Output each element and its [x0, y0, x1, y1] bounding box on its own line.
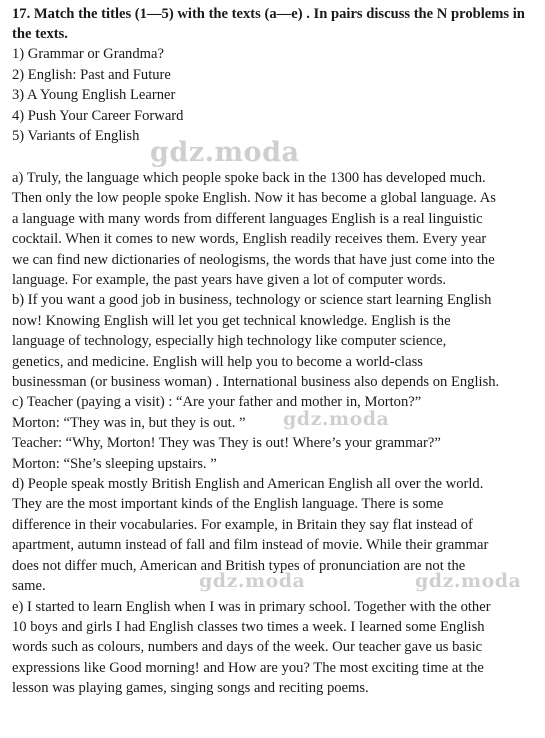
text-d-line: They are the most important kinds of the English language. There is some: [12, 496, 444, 513]
text-a: [12, 168, 540, 290]
title-item-1: 1) Grammar or Grandma?: [12, 46, 164, 62]
text-d: [12, 474, 540, 596]
title-item-4: 4) Push Your Career Forward: [12, 107, 184, 124]
watermark: gdz.moda: [150, 137, 300, 168]
text-d-line: difference in their vocabularies. For example, in Britain they say flat instead of: [12, 516, 473, 533]
watermark: gdz.moda: [199, 570, 306, 592]
text-e-line: e) I started to learn English when I was in primary school. Together with the other: [12, 598, 491, 615]
text-a-line: Then only the low people spoke English. Now it has become a global language. As: [12, 190, 496, 207]
text-d-line: apartment, autumn instead of fall and film instead of movie. While their grammar: [12, 537, 489, 554]
text-c-line: Teacher: “Why, Morton! They was They is out! Where’s your grammar?”: [12, 435, 441, 452]
text-c: [12, 392, 540, 474]
text-b-line: b) If you want a good job in business, technology or science start learning English: [12, 292, 492, 309]
title-item-5: 5) Variants of English: [12, 128, 140, 145]
text-a-line: language. For example, the past years have given a lot of computer words.: [12, 272, 447, 288]
text-d-line: same.: [12, 578, 46, 595]
text-e-line: 10 boys and girls I had English classes two times a week. I learned some English: [12, 618, 485, 635]
text-e-line: expressions like Good morning! and How are you? The most exciting time at the: [12, 659, 484, 676]
titles-list: [12, 44, 540, 147]
text-b-line: language of technology, especially high technology like computer science,: [12, 333, 447, 350]
text-a-line: a language with many words from different languages English is a real linguistic: [12, 210, 483, 227]
text-e-line: words such as colours, numbers and days of the week. Our teacher gave us basic: [12, 639, 483, 656]
text-d-line: d) People speak mostly British English and American English all over the world.: [12, 476, 484, 493]
text-d-line: does not differ much, American and British types of pronunciation are not the: [12, 557, 466, 574]
text-c-line: Morton: “They was in, but they is out. ”: [12, 414, 246, 431]
text-a-line: we can find new dictionaries of neologisms, the words that have just come into the: [12, 251, 495, 268]
text-e-line: lesson was playing games, singing songs and reciting poems.: [12, 680, 369, 697]
text-c-line: c) Teacher (paying a visit) : “Are your father and mother in, Morton?”: [12, 394, 422, 411]
text-b-line: genetics, and medicine. English will help you to become a world-class: [12, 353, 423, 370]
text-a-line: cocktail. When it comes to new words, English readily receives them. Every year: [12, 231, 487, 248]
text-a-line: a) Truly, the language which people spoke back in the 1300 has developed much.: [12, 169, 486, 186]
text-b: [12, 290, 540, 392]
title-item-3: 3) A Young English Learner: [12, 87, 176, 104]
title-item-2: 2) English: Past and Future: [12, 66, 171, 83]
text-e: [12, 597, 540, 699]
watermark: gdz.moda: [283, 408, 390, 430]
watermark: gdz.moda: [415, 570, 522, 592]
exercise-header: 17. Match the titles (1—5) with the texts (a—e) . In pairs discuss the N problems in the texts.: [12, 6, 525, 42]
text-c-line: Morton: “She’s sleeping upstairs. ”: [12, 455, 217, 472]
exercise-page: [12, 4, 540, 699]
text-b-line: businessman (or business woman) . International business also depends on English.: [12, 374, 500, 391]
text-b-line: now! Knowing English will let you get technical knowledge. English is the: [12, 312, 451, 329]
